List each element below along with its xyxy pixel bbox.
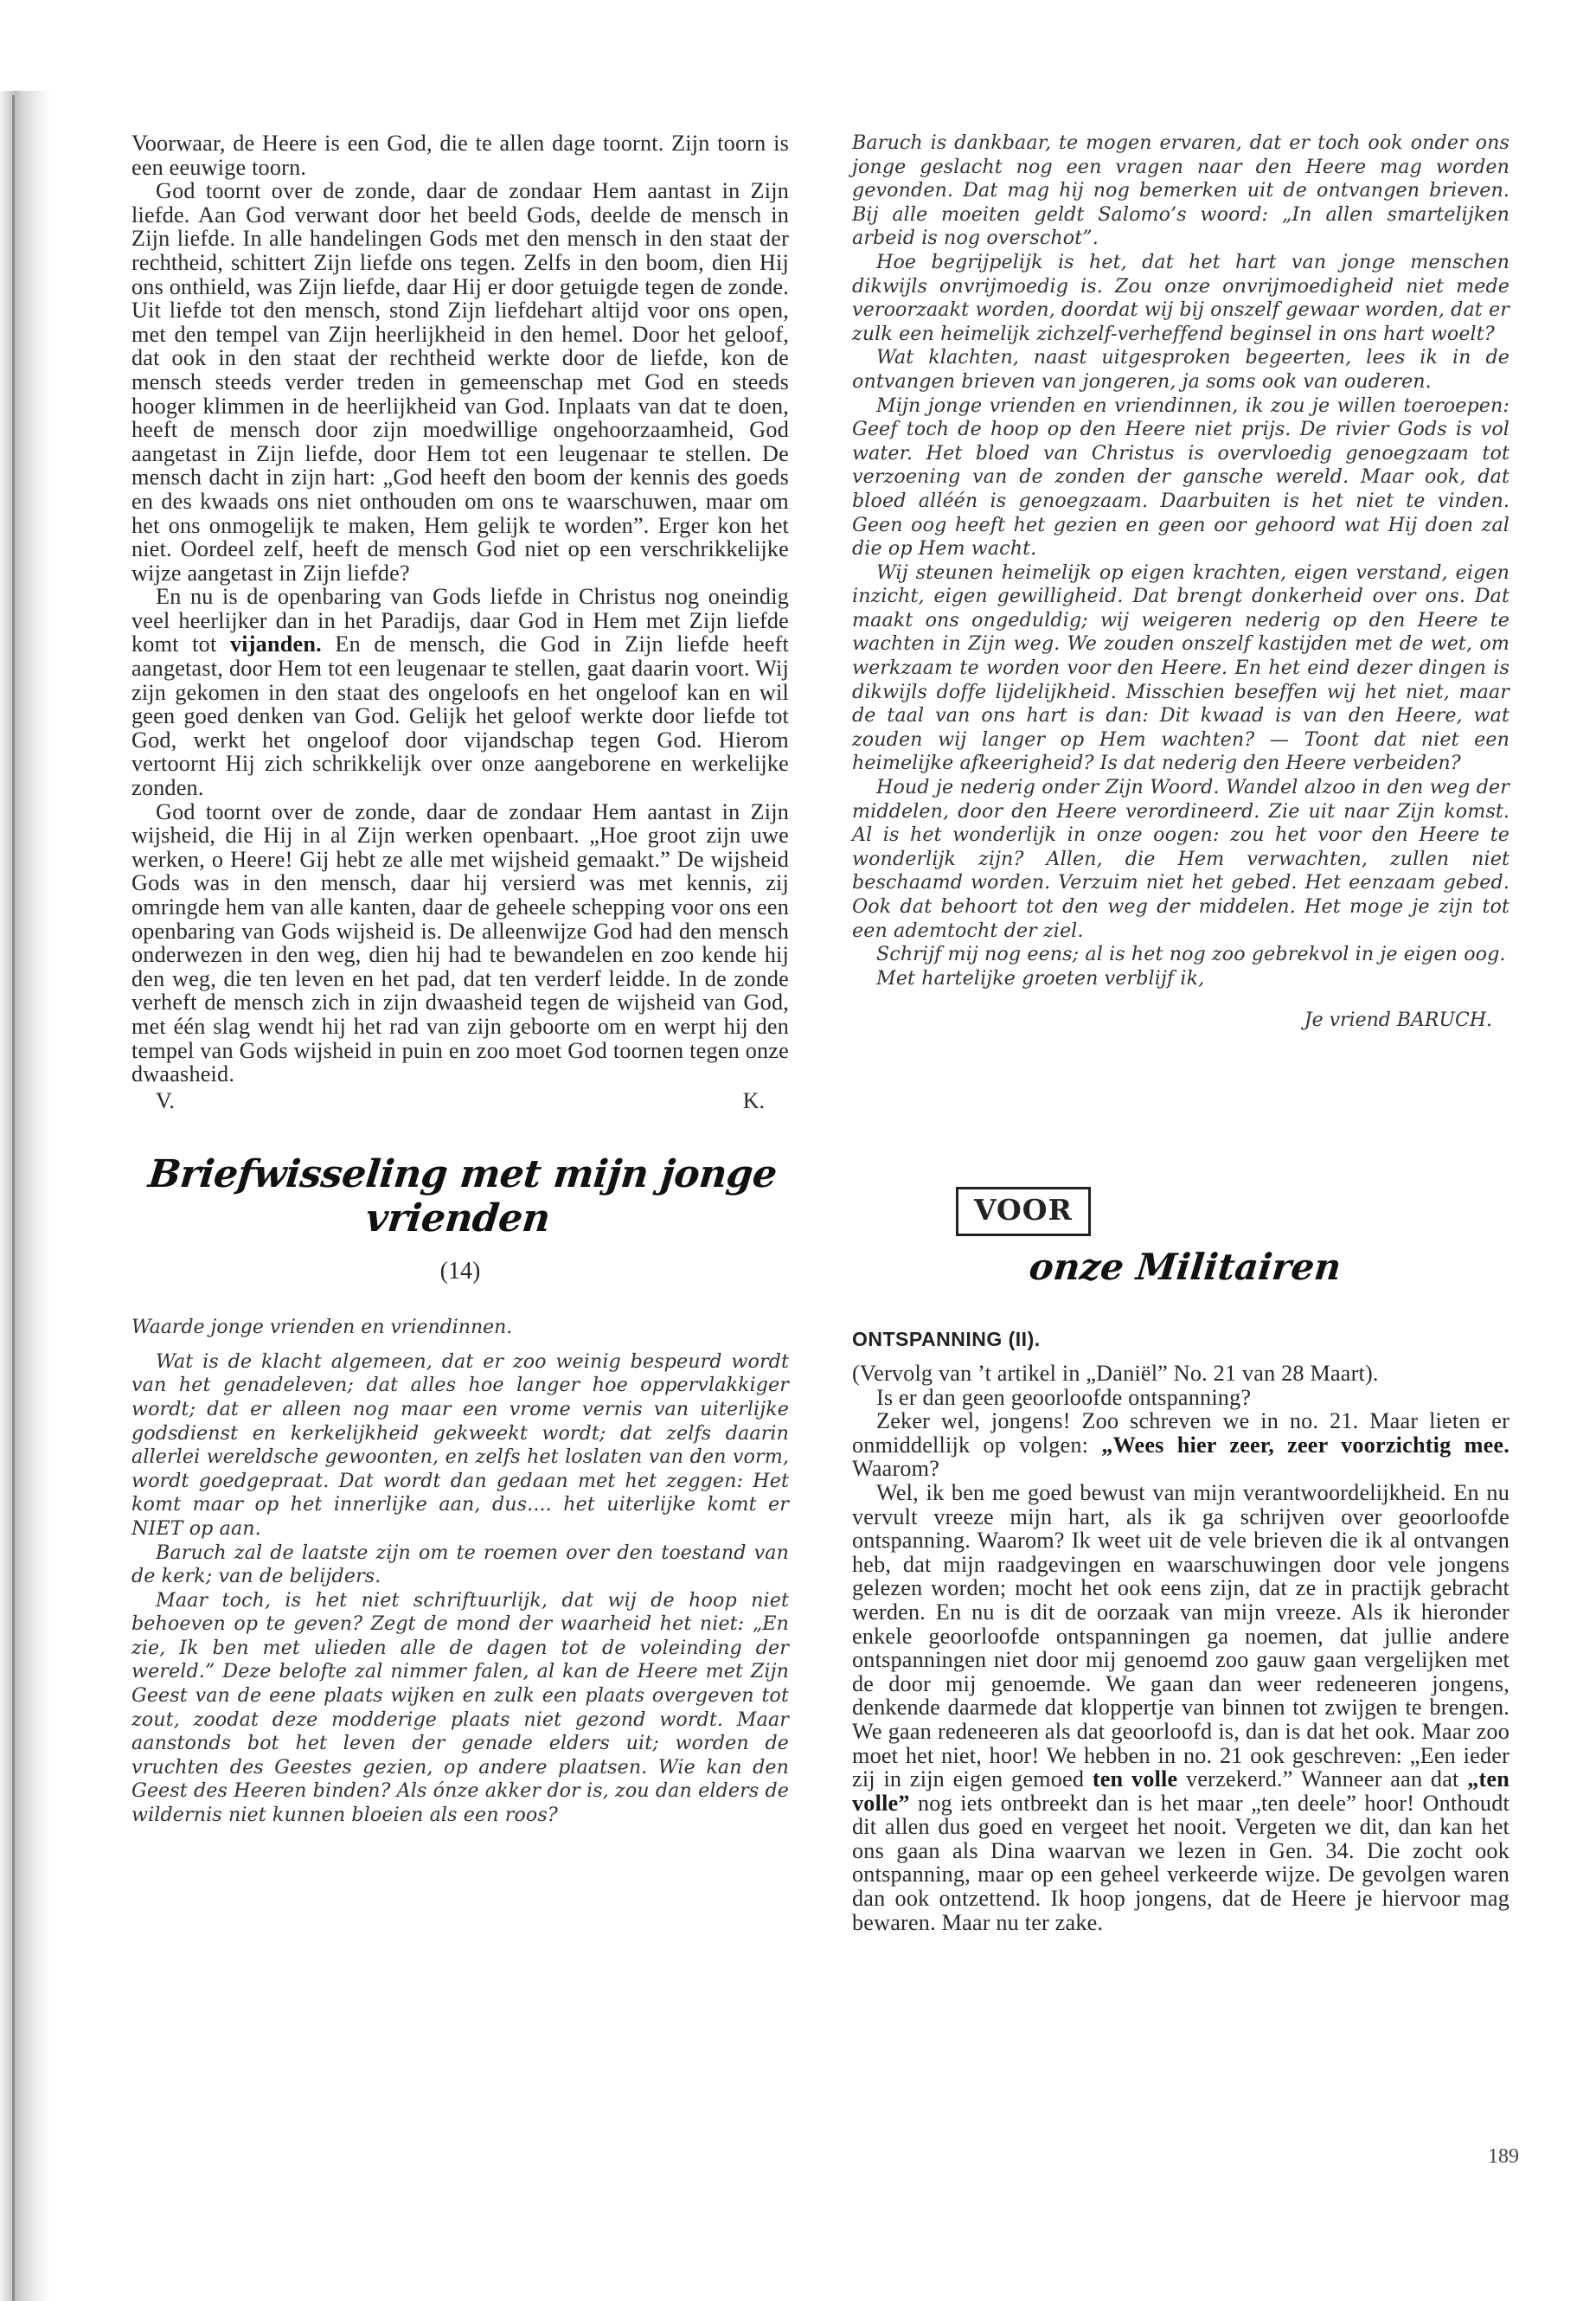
text-run: Schrijf mij nog eens; al is het nog zoo gebrekvol in je eigen oog.: [876, 943, 1506, 966]
emphasis-text: „ten volle”: [852, 1766, 1509, 1816]
paragraph: [852, 1362, 1509, 1386]
article-heading: ONTSPANNING (II).: [852, 1328, 1041, 1350]
article-briefwisseling: [131, 1152, 789, 1828]
page-number: 189: [1488, 2145, 1519, 2168]
text-run: Wat is de klacht algemeen, dat er zoo weinig bespeurd wordt van het genadeleven; dat alles hoe langer hoe oppervlakkiger wordt; dat er alleen nog maar een vrome vernis van uiterlijke godsdienst en kerkelijkheid gekweekt wordt; dat zelfs daarin allerlei wereldsche gewoonten, en zelfs het loslaten van den vorm, wordt goedgepraat. Dat wordt dan gedaan met het zeggen: Het komt maar op het innerlijke aan, dus.... het uiterlijke komt er NIET op aan.: [131, 1349, 789, 1540]
section-label-box: VOOR: [956, 1187, 1091, 1236]
text-run: nog iets ontbreekt dan is het maar „ten deele” hoor! Onthoudt dit allen dus goed en vergeet het nooit. Vergeten we dit, dan kan het ons gaan als Dina waarvan we lezen in Gen. 34. Die zocht ook ontspanning, maar op een geheel verkeerde wijze. De gevolgen waren dan ook ontzettend. Ik hoop jongens, dat de Heere je hiervoor mag bewaren. Maar nu ter zake.: [852, 1790, 1509, 1935]
text-run: God toornt over de zonde, daar de zondaar Hem aantast in Zijn liefde. Aan God verwant door het beeld Gods, deelde de mensch in Zijn liefde. In alle handelingen Gods met den mensch in den staat der rechtheid, schittert Zijn liefde ons tegen. Zelfs in den boom, dien Hij ons onthield, was Zijn liefde, daar Hij er door getuigde tegen de zonde. Uit liefde tot den mensch, stond Zijn liefdehart altijd voor ons open, met den tempel van Zijn heerlijkheid in den hemel. Door het geloof, dat ook in den staat der rechtheid werkte door de liefde, kon de mensch steeds verder treden in gemeenschap met God en steeds hooger klimmen in de heerlijkheid van God. Inplaats van dat te doen, heeft de mensch door zijn moedwillige ongehoorzaamheid, God aangetast in Zijn liefde, door Hem tot een leugenaar te stellen. De mensch dacht in zijn hart: „God heeft den boom der kennis des goeds en des kwaads ons niet onthouden om ons te waarschuwen, maar om het ons onmogelijk te maken, Hem gelijk te worden”. Erger kon het niet. Oordeel zelf, heeft de mensch God niet op een verschrikkelijke wijze aangetast in Zijn liefde?: [131, 178, 789, 586]
paragraph: [852, 967, 1509, 991]
text-run: Zeker wel, jongens! Zoo schreven we in no. 21. Maar lieten er onmiddellijk op volgen:: [852, 1408, 1509, 1458]
text-run: En nu is de openbaring van Gods liefde in Christus nog oneindig veel heerlijker dan in het Paradijs, daar God in Hem met Zijn liefde komt tot: [131, 584, 789, 657]
paragraph: [852, 346, 1509, 394]
paragraph: [131, 800, 789, 1086]
text-run: Is er dan geen geoorloofde ontspanning?: [876, 1384, 1252, 1410]
letter-body-part2: [852, 131, 1509, 990]
article-toorn-signature: [131, 1086, 789, 1114]
right-column: [852, 131, 1509, 1031]
text-run: Baruch is dankbaar, te mogen ervaren, dat er toch ook onder ons jonge geslacht nog een vragen naar den Heere mag worden gevonden. Dat mag hij nog bemerken uit de ontvangen brieven. Bij alle moeiten geldt Salomo’s woord: „In allen smartelijken arbeid is nog overschot”.: [852, 131, 1509, 250]
text-run: Mijn jonge vrienden en vriendinnen, ik zou je willen toeroepen: Geef toch de hoop op den Heere niet prijs. De rivier Gods is vol water. Het bloed van Christus is overvloedig genoegzaam tot verzoening van de zonden der gansche wereld. Maar ook, dat bloed alléén is genoegzaam. Daarbuiten is het niet te vinden. Geen oog heeft het gezien en geen oor gehoord wat Hij doen zal die op Hem wacht.: [852, 394, 1509, 561]
text-run: Voorwaar, de Heere is een God, die te allen dage toornt. Zijn toorn is een eeuwige toorn.: [131, 131, 789, 180]
text-run: Met hartelijke groeten verblijf ik,: [876, 966, 1205, 990]
text-run: (Vervolg van ’t artikel in „Daniël” No. 21 van 28 Maart).: [852, 1361, 1379, 1386]
emphasis-text: vijanden.: [229, 631, 322, 657]
article-toorn-body: [131, 131, 789, 1086]
text-run: God toornt over de zonde, daar de zondaar Hem aantast in Zijn wijsheid, die Hij in al Zijn werken openbaart. „Hoe groot zijn uwe werken, o Heere! Gij hebt ze alle met wijsheid gemaakt.” De wijsheid Gods was in den mensch, daar hij versierd was met kennis, zij omringde hem van alle kanten, daar de geheele schepping voor ons een openbaring van Gods wijsheid is. De alleenwijze God had den mensch onderwezen in den weg, dien hij had te bewandelen en zoo kende hij den weg, die ten leven en het pad, dat ten verderf leidde. In de zonde verheft de mensch zich in zijn dwaasheid tegen de wijsheid van God, met één slag wendt hij het rad van zijn geboorte om en werpt hij den tempel van Gods wijsheid in puin en zoo moet God toornen tegen onze dwaasheid.: [131, 798, 789, 1087]
paragraph: [131, 131, 789, 179]
paragraph: [852, 1386, 1509, 1410]
paragraph: [852, 943, 1509, 967]
left-column: [131, 131, 789, 1828]
emphasis-text: „Wees hier zeer, zeer voorzichtig mee.: [1101, 1432, 1509, 1458]
page-binding-shadow: [0, 91, 50, 2301]
paragraph: [131, 1589, 789, 1828]
article-briefwisseling-title: Briefwisseling met mijn jonge vrienden: [146, 1151, 779, 1240]
signature-right: K.: [742, 1087, 765, 1113]
text-run: En de mensch, die God in Zijn liefde heeft aangetast, door Hem tot een leugenaar te stellen, gaat daarin voort. Wij zijn gekomen in den staat des ongeloofs en het ongeloof kan en wil geen goed denken van God. Gelijk het geloof werkte door liefde tot God, werkt het ongeloof door vijandschap tegen God. Hierom vertoornt Hij zich schrikkelijk over onze aangeborene en werkelijke zonden.: [131, 631, 789, 801]
text-run: Waarom?: [852, 1456, 940, 1482]
paragraph: [131, 1541, 789, 1589]
paragraph: [852, 561, 1509, 776]
text-run: Houd je nederig onder Zijn Woord. Wandel alzoo in den weg der middelen, door den Heere verordineerd. Zie uit naar Zijn komst. Al is het wonderlijk in onze oogen: zou het voor den Heere te wonderlijk zijn? Allen, die Hem verwachten, zullen niet beschaamd worden. Verzuim niet het gebed. Het eenzaam gebed. Ook dat behoort tot den weg der middelen. Het moge je zijn tot een ademtocht der ziel.: [852, 776, 1509, 942]
section-title: onze Militairen: [1027, 1246, 1343, 1288]
text-run: Baruch zal de laatste zijn om te roemen over den toestand van de kerk; van de belijders.: [131, 1541, 789, 1588]
paragraph: [131, 585, 789, 799]
letter-closing-signature: Je vriend BARUCH.: [1304, 1009, 1492, 1032]
letter-body-part1: [131, 1350, 789, 1828]
paragraph: [852, 251, 1509, 346]
text-run: Wij steunen heimelijk op eigen krachten, eigen verstand, eigen inzicht, eigen gewilligheid. Dat brengt donkerheid over ons. Dat maakt ons ongeduldig; wij weigeren nederig op den Heere te wachten in Zijn weg. We zouden onszelf kastijden met de wet, om werkzaam te worden voor den Heere. En het eind dezer dingen is dikwijls doffe lijdelijkheid. Misschien beseffen wij het niet, maar de taal van ons hart is dan: Dit kwaad is van den Heere, wat zouden wij langer op Hem wachten? — Toont dat niet een heimelijke afkeerigheid? Is dat nederig den Heere verbeiden?: [852, 561, 1509, 775]
paragraph: [852, 776, 1509, 943]
text-run: Wat klachten, naast uitgesproken begeerten, lees ik in de ontvangen brieven van jongeren, ja soms ook van ouderen.: [852, 346, 1509, 393]
paragraph: [852, 394, 1509, 561]
article-ontspanning-body: [852, 1362, 1509, 1934]
article-toorn: [131, 131, 789, 1114]
text-run: Maar toch, is het niet schriftuurlijk, dat wij de hoop niet behoeven op te geven? Zegt de mond der waarheid het niet: „En zie, Ik ben met ulieden alle de dagen tot de voleinding der wereld.” Deze belofte zal nimmer falen, al kan de Heere met Zijn Geest van de eene plaats wijken en zulk een plaats overgeven tot zout, zoodat deze modderige plaats niet gezond wordt. Maar aanstonds bot het leven der genade elders uit; worden de vruchten des Geestes gezien, op andere plaatsen. Wie kan den Geest des Heeren binden? Als ónze akker dor is, zou dan elders de wildernis niet kunnen bloeien als een roos?: [131, 1588, 789, 1827]
paragraph: [852, 1481, 1509, 1934]
letter-greeting: Waarde jonge vrienden en vriendinnen.: [131, 1316, 513, 1338]
article-briefwisseling-number: (14): [439, 1257, 481, 1285]
paragraph: [131, 179, 789, 585]
page-binding-edge: [12, 95, 15, 2301]
emphasis-text: ten volle: [1092, 1766, 1178, 1792]
paragraph: [852, 1409, 1509, 1481]
paragraph: [131, 1350, 789, 1541]
text-run: verzekerd.” Wanneer aan dat: [1177, 1766, 1468, 1792]
text-run: Hoe begrijpelijk is het, dat het hart van jonge menschen dikwijls onvrijmoedig is. Zou onze onvrijmoedigheid niet mede veroorzaakt worden, doordat wij bij onszelf gewaar worden, dat er zulk een heimelijk zichzelf-verheffend beginsel in ons hart woelt?: [852, 250, 1509, 345]
signature-left: V.: [156, 1087, 175, 1113]
text-run: Wel, ik ben me goed bewust van mijn verantwoordelijkheid. En nu vervult vreeze mijn hart, als ik ga schrijven over geoorloofde ontspanning. Waarom? Ik weet uit de vele brieven die ik al ontvangen heb, dat mijn raadgevingen en waarschuwingen door vele jongens gelezen worden; mocht het ook eens zijn, dat ze in practijk gebracht werden. En nu is dit de oorzaak van mijn vreeze. Als ik hieronder enkele geoorloofde ontspanningen ga noemen, dat jullie andere ontspanningen niet door mij genoemd zoo gauw gaan vergelijken met de door mij genoemde. We gaan dan weer redeneeren jongens, denkende daarmede dat kloppertje van binnen tot zwijgen te brengen. We gaan redeneeren als dat geoorloofd is, dan is dat het ook. Maar zoo moet het niet, hoor! We hebben in no. 21 ook geschreven: „Een ieder zij in zijn eigen gemoed: [852, 1479, 1509, 1792]
paragraph: [852, 131, 1509, 251]
